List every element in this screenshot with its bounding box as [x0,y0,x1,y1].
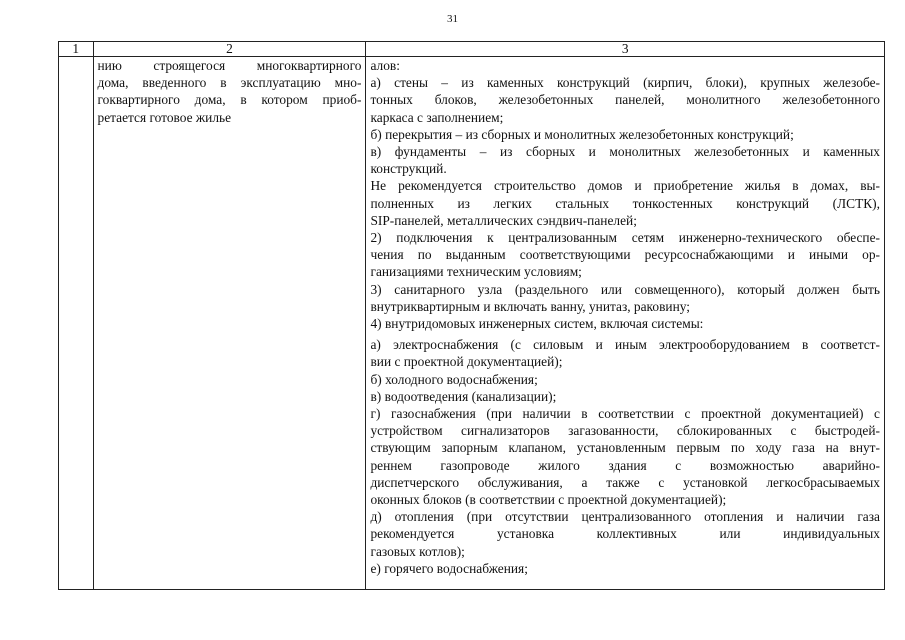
col3-line: SIP-панелей, металлических сэндвич-панелей; [370,212,637,228]
col2-line: гоквартирного дома, в котором приоб- [97,92,362,108]
col3-line: оконных блоков (в соответствии с проектной документацией); [370,492,727,508]
col2-line: дома, введенного в эксплуатацию мно- [97,75,362,91]
col3-line: д) отопления (при отсутствии централизованного отопления и наличии газа [370,509,880,525]
col3-line: чения по выданным соответствующими ресурсоснабжающими и иными ор- [370,247,880,263]
col3-line: алов: [370,58,400,73]
col3-line: каркаса с заполнением; [370,109,504,125]
col3-line: в) фундаменты – из сборных и монолитных железобетонных и каменных [370,144,880,160]
col3-line: газовых котлов); [370,543,465,559]
col2-line: нию строящегося многоквартирного [97,58,362,73]
col3-line: а) электроснабжения (с силовым и иным электрооборудованием в соответст- [370,337,880,353]
col3-line: рекомендуется установка коллективных или индивидуальных [370,526,880,542]
col3-line: б) перекрытия – из сборных и монолитных железобетонных конструкций; [370,126,794,142]
col3-line: ствующим запорным клапаном, установленным первым по ходу газа на внут- [370,440,880,456]
col3-line: внутриквартирным и включать ванну, унитаз, раковину; [370,298,690,314]
table-header-row [59,42,885,57]
table-row [59,57,885,590]
col3-line: Не рекомендуется строительство домов и приобретение жилья в домах, вы- [370,178,880,194]
col3-line: устройством сигнализаторов загазованности, сблокированных с быстродей- [370,423,880,439]
cell-col-1 [59,57,94,590]
col3-line: вии с проектной документацией); [370,354,563,370]
col3-line: 2) подключения к централизованным сетям инженерно-технического обеспе- [370,230,880,246]
col3-line: полненных из легких стальных тонкостенных конструкций (ЛСТК), [370,195,880,211]
col3-line: конструкций. [370,161,447,177]
col3-line: 3) санитарного узла (раздельного или совмещенного), который должен быть [370,281,880,297]
col3-line: ганизациями техническим условиям; [370,264,582,280]
col3-line: диспетчерского обслуживания, а также с установкой легкосбрасываемых [370,474,880,490]
col2-line: ретается готовое жилье [97,109,232,125]
col3-line: в) водоотведения (канализации); [370,388,557,404]
col3-line: 4) внутридомовых инженерных систем, включая системы: [370,316,704,332]
col3-line: е) горячего водоснабжения; [370,560,528,576]
col3-line: г) газоснабжения (при наличии в соответствии с проектной документацией) с [370,406,880,422]
header-col-3: 3 [366,42,885,57]
page-number: 31 [447,13,458,25]
cell-col-3 [366,57,885,590]
col3-line: а) стены – из каменных конструкций (кирпич, блоки), крупных железобе- [370,75,880,91]
header-col-2: 2 [93,42,366,57]
header-col-1: 1 [59,42,94,57]
cell-col-2 [93,57,366,590]
document-table [58,41,885,590]
col3-line: реннем газопроводе жилого здания с возможностью аварийно- [370,457,880,473]
col3-line: тонных блоков, железобетонных панелей, монолитного железобетонного [370,92,880,108]
col3-line: б) холодного водоснабжения; [370,371,538,387]
